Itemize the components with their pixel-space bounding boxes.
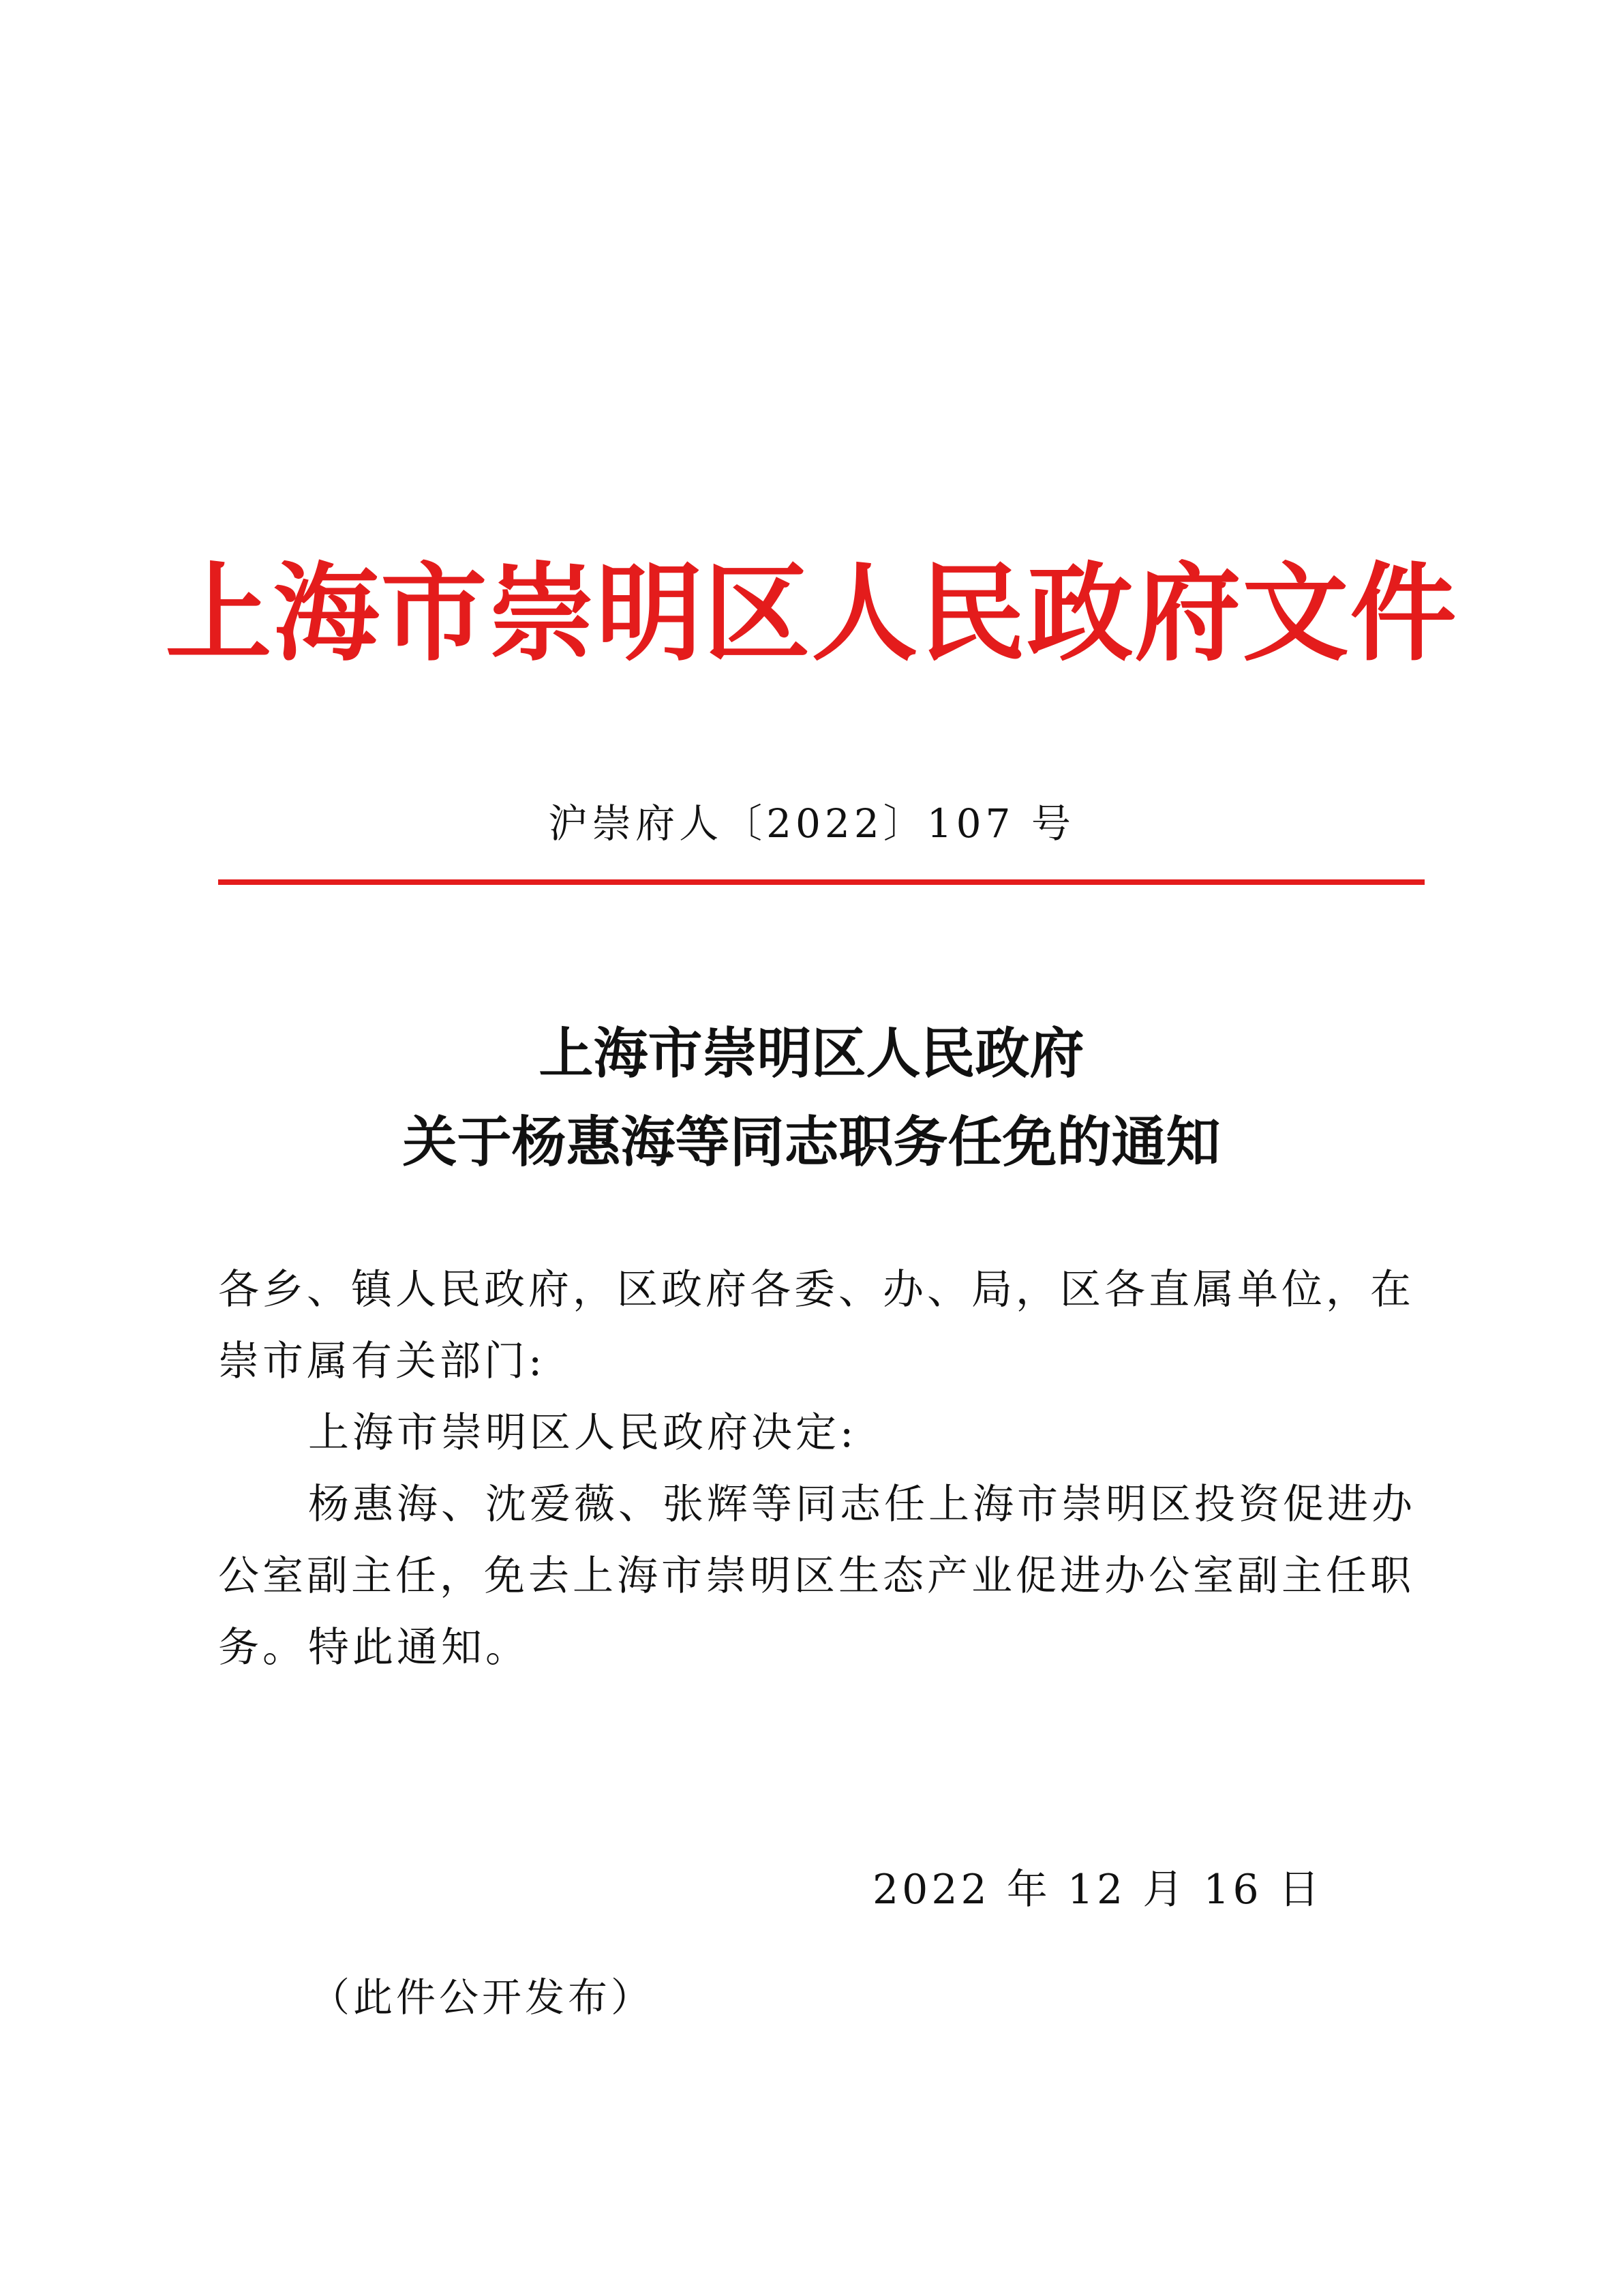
paragraph-closing: 特此通知。: [308, 1624, 530, 1672]
paragraph-appointment: 杨惠海、沈爱薇、张辉等同志任上海市崇明区投资促进办公室副主任，免去上海市崇明区生态产业促进办公室副主任职务。: [218, 1481, 1416, 1672]
document-number: 沪崇府人〔2022〕107 号: [548, 800, 1075, 847]
salutation: 各乡、镇人民政府，区政府各委、办、局，区各直属单位，在崇市属有关部门:: [218, 1266, 1414, 1385]
paragraph-decision: 上海市崇明区人民政府决定:: [308, 1409, 858, 1457]
document-title-line-2: 关于杨惠海等同志职务任免的通知: [402, 1110, 1221, 1174]
red-divider-line: [218, 879, 1425, 885]
publication-note: （此件公开发布）: [310, 1974, 654, 2021]
document-title: [0, 1009, 1623, 1186]
document-title-line-1: 上海市崇明区人民政府: [539, 1021, 1084, 1085]
document-masthead: 上海市崇明区人民政府文件: [165, 551, 1458, 676]
issue-date: 2022 年 12 月 16 日: [873, 1866, 1323, 1914]
